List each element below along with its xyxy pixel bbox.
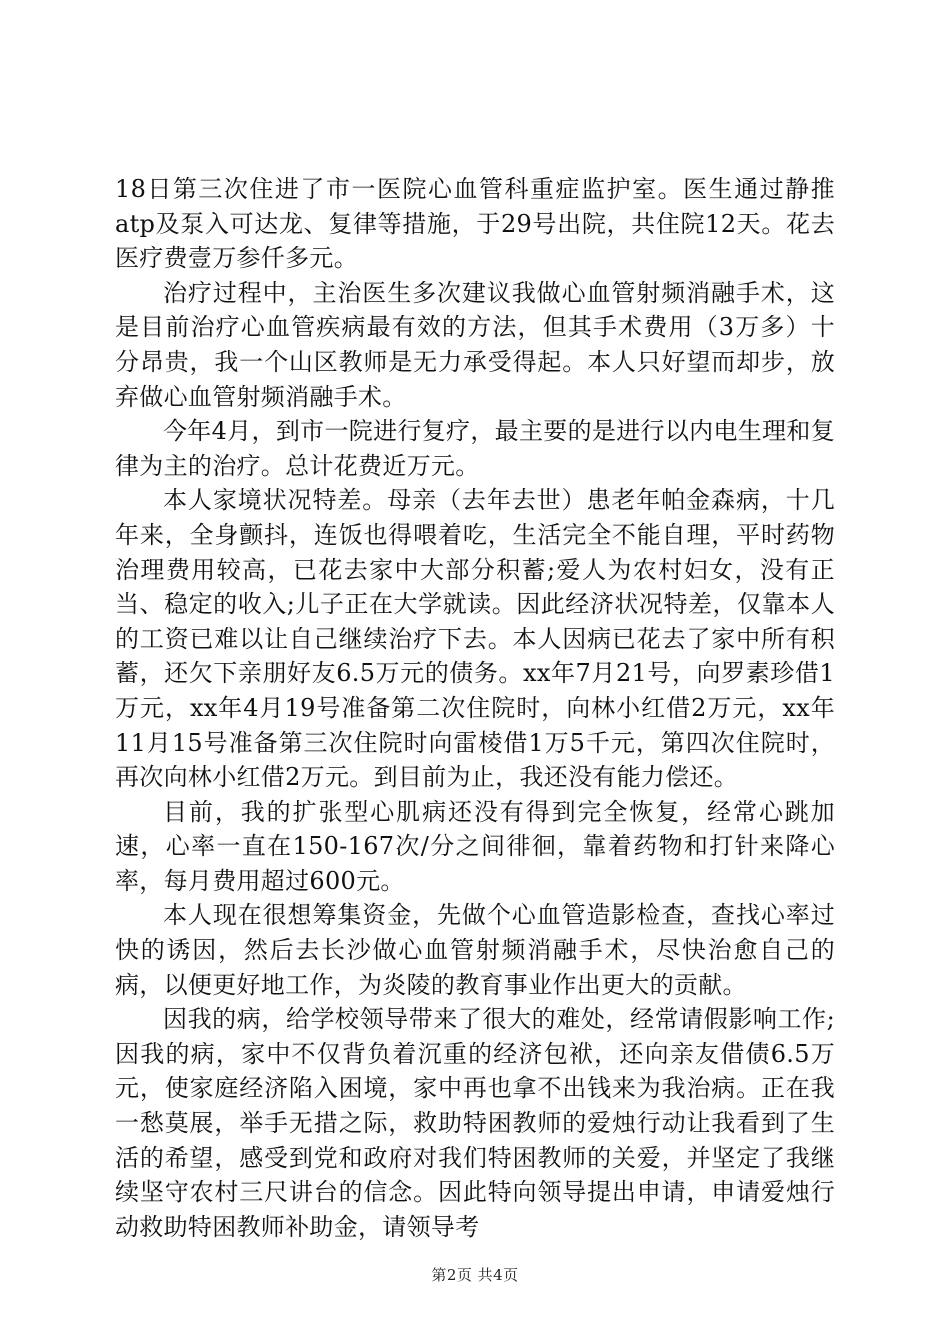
paragraph: 本人家境状况特差。母亲（去年去世）患老年帕金森病，十几年来，全身颤抖，连饭也得喂着吃，生活完全不能自理，平时药物治理费用较高，已花去家中大部分积蓄;爱人为农村妇女，没有正当、稳定的收入;儿子正在大学就读。因此经济状况特差，仅靠本人的工资已难以让自己继续治疗下去。本人因病已花去了家中所有积蓄，还欠下亲朋好友6.5万元的债务。xx年7月21号，向罗素珍借1万元，xx年4月19号准备第二次住院时，向林小红借2万元，xx年11月15号准备第三次住院时向雷棱借1万5千元，第四次住院时，再次向林小红借2万元。到目前为止，我还没有能力偿还。 — [115, 486, 835, 792]
paragraph: 本人现在很想筹集资金，先做个心血管造影检查，查找心率过快的诱因，然后去长沙做心血管射频消融手术，尽快治愈自己的病，以便更好地工作，为炎陵的教育事业作出更大的贡献。 — [115, 901, 835, 999]
paragraph: 治疗过程中，主治医生多次建议我做心血管射频消融手术，这是目前治疗心血管疾病最有效的方法，但其手术费用（3万多）十分昂贵，我一个山区教师是无力承受得起。本人只好望而却步，放弃做心血管射频消融手术。 — [115, 278, 835, 411]
paragraph: 今年4月，到市一院进行复疗，最主要的是进行以内电生理和复律为主的治疗。总计花费近万元。 — [115, 417, 835, 480]
document-body — [115, 172, 835, 1244]
page-number-footer: 第2页 共4页 — [431, 1266, 519, 1284]
paragraph: 因我的病，给学校领导带来了很大的难处，经常请假影响工作;因我的病，家中不仅背负着沉重的经济包袱，还向亲友借债6.5万元，使家庭经济陷入困境，家中再也拿不出钱来为我治病。正在我一愁莫展，举手无措之际，救助特困教师的爱烛行动让我看到了生活的希望，感受到党和政府对我们特困教师的关爱，并坚定了我继续坚守农村三尺讲台的信念。因此特向领导提出申请，申请爱烛行动救助特困教师补助金，请领导考 — [115, 1005, 835, 1241]
paragraph: 18日第三次住进了市一医院心血管科重症监护室。医生通过静推atp及泵入可达龙、复律等措施，于29号出院，共住院12天。花去医疗费壹万参仟多元。 — [115, 175, 835, 273]
paragraph: 目前，我的扩张型心肌病还没有得到完全恢复，经常心跳加速，心率一直在150-167次/分之间徘徊，靠着药物和打针来降心率，每月费用超过600元。 — [115, 797, 835, 895]
